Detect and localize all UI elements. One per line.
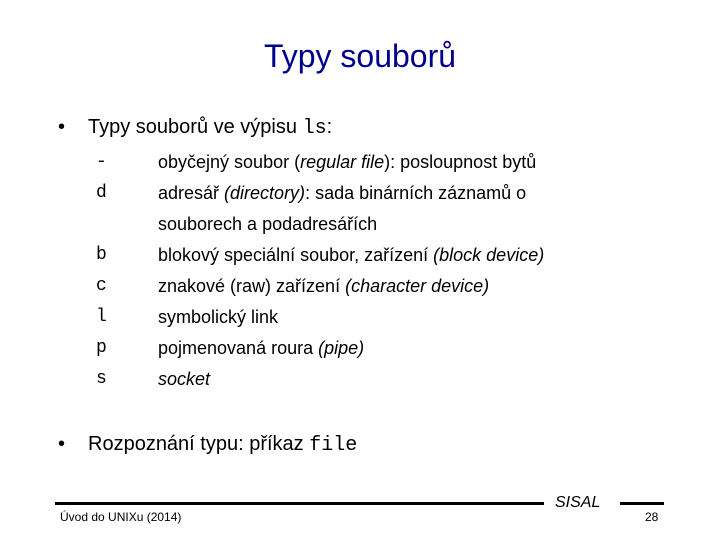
- type-row-symlink: [96, 302, 696, 333]
- type-code: p: [96, 338, 107, 358]
- type-desc-tail: ): posloupnost bytů: [384, 152, 537, 172]
- type-desc: [158, 178, 696, 240]
- type-desc-text: symbolický link: [158, 307, 279, 327]
- type-desc-italic: (pipe): [318, 338, 365, 358]
- footer-course: Úvod do UNIXu (2014): [60, 510, 182, 524]
- type-code: d: [96, 183, 107, 203]
- type-row-character: [96, 271, 696, 302]
- type-desc-text: pojmenovaná roura: [158, 338, 319, 358]
- type-desc: [158, 364, 696, 395]
- page-number: 28: [645, 510, 659, 524]
- type-row-block: [96, 240, 696, 271]
- type-desc-text: blokový speciální soubor, zařízení: [158, 245, 434, 265]
- bullet-dot: •: [58, 433, 66, 455]
- bullet-text: Typy souborů ve výpisu: [88, 116, 303, 138]
- type-desc: [158, 240, 696, 271]
- bullet-file: [58, 431, 357, 459]
- bullet-code: ls: [302, 117, 327, 140]
- type-desc-line2: souborech a podadresářích: [158, 214, 378, 234]
- type-code: c: [96, 276, 107, 296]
- footer-divider: [55, 502, 544, 505]
- type-desc: [158, 147, 696, 178]
- type-row-pipe: [96, 333, 696, 364]
- type-desc-italic: (block device): [433, 245, 545, 265]
- footer-brand: SISAL: [555, 494, 601, 511]
- type-desc-text: adresář: [158, 183, 225, 203]
- type-desc-italic: socket: [158, 369, 211, 389]
- type-desc-italic: (character device): [345, 276, 490, 296]
- type-desc-text: znakové (raw) zařízení: [158, 276, 346, 296]
- file-types-list: [96, 147, 696, 395]
- type-code: b: [96, 245, 107, 265]
- slide-title: Typy souborů: [263, 38, 457, 74]
- footer-divider: [620, 502, 664, 505]
- type-code: -: [96, 152, 107, 172]
- type-row-regular: [96, 147, 696, 178]
- type-desc: [158, 333, 696, 364]
- type-desc-italic: regular file: [300, 152, 385, 172]
- bullet-code: file: [309, 434, 358, 457]
- bullet-ls: [58, 114, 332, 142]
- type-row-directory: [96, 178, 696, 240]
- type-desc-tail: : sada binárních záznamů o: [305, 183, 527, 203]
- type-desc-text: obyčejný soubor (: [158, 152, 301, 172]
- type-code: s: [96, 369, 107, 389]
- type-desc-italic: (directory): [224, 183, 306, 203]
- bullet-suffix: :: [326, 116, 333, 138]
- bullet-dot: •: [58, 116, 66, 138]
- bullet-text: Rozpoznání typu: příkaz: [88, 433, 310, 455]
- type-code: l: [96, 307, 107, 327]
- type-desc: [158, 271, 696, 302]
- type-desc: [158, 302, 696, 333]
- type-row-socket: [96, 364, 696, 395]
